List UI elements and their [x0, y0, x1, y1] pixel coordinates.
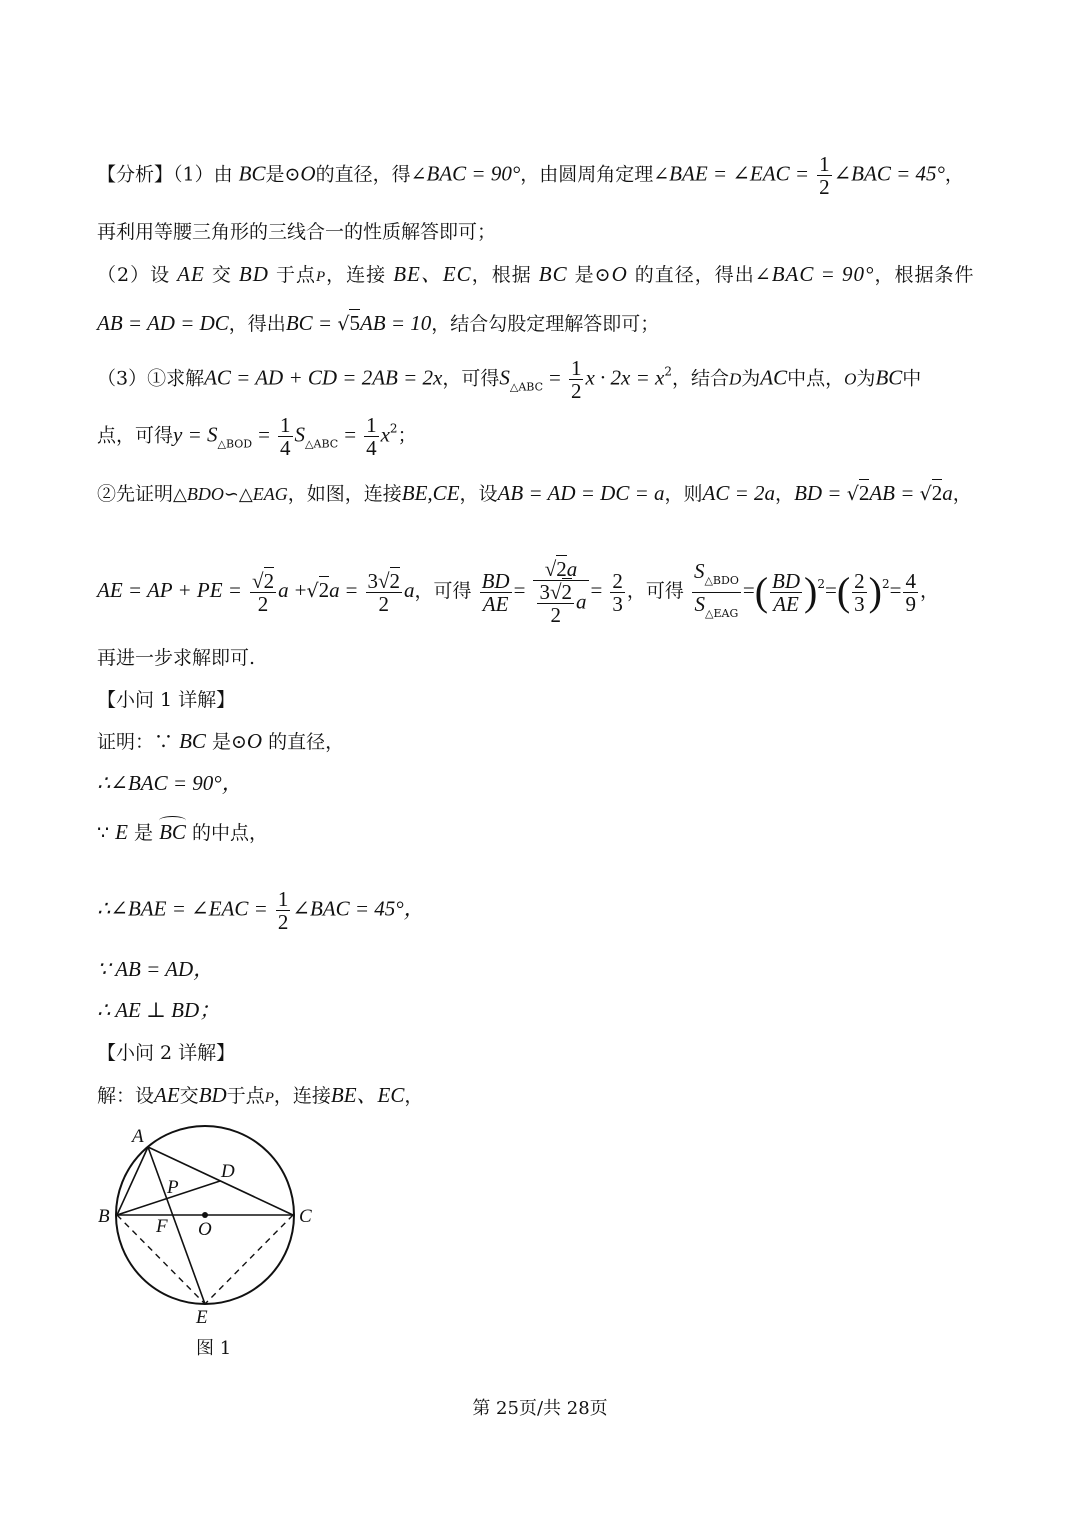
- part1-line-5: ∵ AB = AD，: [97, 957, 215, 981]
- part1-line-1: 证明：∵ BC 是⊙O 的直径，: [97, 729, 345, 753]
- analysis-line-1: 【分析】（1）由 BC是⊙O的直径，得∠BAC = 90°，由圆周角定理∠BAE = ∠EAC = $\frac{1}{2}$ ∠BAC = 45°，: [97, 152, 964, 199]
- analysis-line-5: （3）①求解AC = AD + CD = 2AB = 2x，可得$S_{\triangle ABC}$ = $\frac{1}{2}$ $x \cdot 2x = x^2$，结合D为AC中点，O为BC中: [97, 356, 922, 403]
- analysis-line-4: AB = AD = DC，得出BC = √5AB = 10，结合勾股定理解答即可；: [97, 311, 660, 335]
- label-e: E: [196, 1307, 208, 1328]
- fraction-half: $\frac{1}{2}$: [819, 152, 830, 199]
- page-footer: 第 25页/共 28页: [472, 1398, 608, 1419]
- analysis-line-3: （2）设 AE 交 BD 于点P，连接 BE、EC，根据 BC 是⊙O 的直径，得出∠BAC = 90°，根据条件: [97, 262, 975, 286]
- label-b: B: [98, 1206, 110, 1227]
- segment-ab: [117, 1147, 148, 1215]
- label-o: O: [198, 1219, 212, 1240]
- center-point-o: [202, 1212, 208, 1218]
- geometry-figure: [92, 1122, 332, 1367]
- analysis-line-8: AE = AP + PE = $\frac{√2}{2}$ a +√2a = $\frac{3√2}{2}$ a，可得 $\frac{BD}{AE}$ = √2a $\frac{3√2}{2}$ a = $\frac{2}{3}$ ，可得 $\frac{S_{\triangle BDO}}{S_{\triangle EAG}}$ =( $\frac{BD}{AE}$ )$^2$=( $\frac{2}{3}$ )$^2$= $\frac{4}{9}$ ，: [97, 557, 939, 627]
- label-f: F: [156, 1216, 168, 1237]
- segment-ce: [205, 1215, 293, 1304]
- part1-line-2: ∴∠BAC = 90°，: [97, 771, 243, 795]
- analysis-line-6: 点，可得$y = S_{\triangle BOD}$ = $\frac{1}{4}$ $S_{\triangle ABC}$ = $\frac{1}{4}$ $x^2$；: [97, 413, 417, 460]
- label-p: P: [167, 1177, 179, 1198]
- part2-line-1: 解：设AE交BD于点P，连接BE、EC，: [97, 1083, 424, 1107]
- analysis-line-9: 再进一步求解即可.: [97, 647, 256, 669]
- analysis-line-2: 再利用等腰三角形的三线合一的性质解答即可；: [97, 221, 497, 243]
- part1-title: 【小问 1 详解】: [97, 689, 236, 711]
- part1-line-4: ∴∠BAE = ∠EAC = $\frac{1}{2}$ ∠BAC = 45°，: [97, 887, 425, 934]
- figure-caption: 图 1: [196, 1338, 232, 1359]
- part1-line-3: ∵ E 是 BC 的中点，: [97, 820, 268, 844]
- label-a: A: [132, 1126, 144, 1147]
- part2-title: 【小问 2 详解】: [97, 1042, 236, 1064]
- part1-line-6: ∴ AE ⊥ BD；: [97, 998, 221, 1022]
- analysis-tag: 【分析】: [97, 163, 174, 186]
- label-d: D: [221, 1161, 235, 1182]
- analysis-line-7: ②先证明△BDO∽△EAG，如图，连接BE,CE，设AB = AD = DC = a，则AC = 2a，BD = √2AB = √2a，: [97, 481, 972, 505]
- label-c: C: [299, 1206, 312, 1227]
